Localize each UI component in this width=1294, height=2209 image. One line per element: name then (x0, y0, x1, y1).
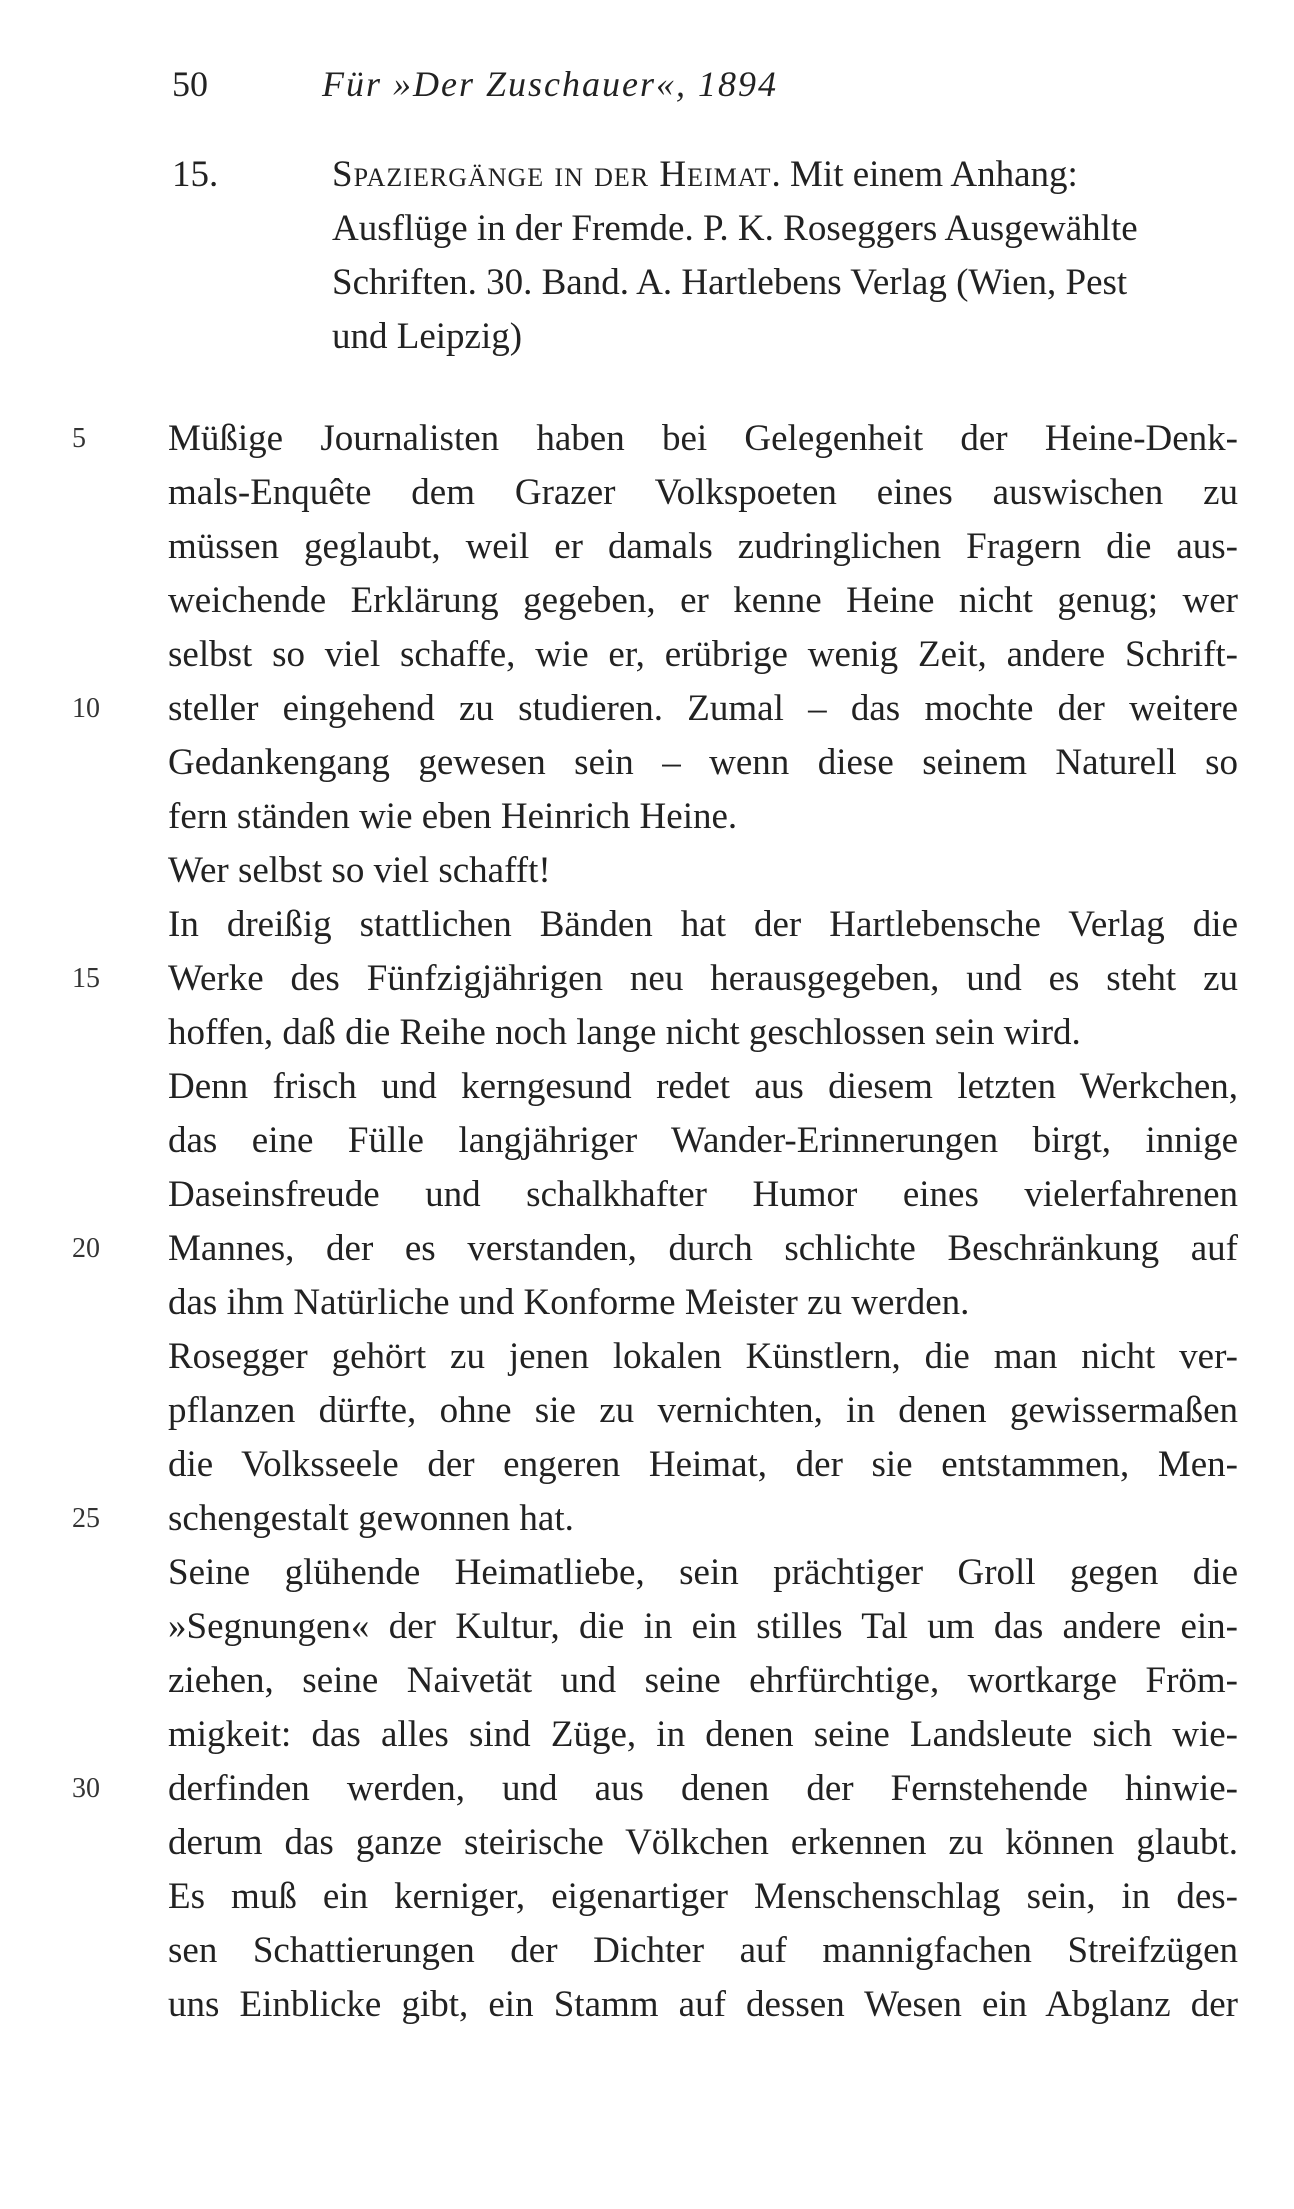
text-line-7: Gedankengang gewesen sein – wenn diese seinem Naturell so (168, 742, 1238, 783)
entry-title-smallcaps: Spaziergänge in der Heimat (332, 154, 772, 195)
text-line-23: »Segnungen« der Kultur, die in ein stilles Tal um das andere ein- (168, 1606, 1238, 1647)
text-line-6: steller eingehend zu studieren. Zumal – das mochte der weitere (168, 688, 1238, 729)
line-number-10: 10 (72, 693, 100, 724)
entry-title-line-1 (332, 148, 1232, 202)
text-line-10: In dreißig stattlichen Bänden hat der Hartlebensche Verlag die (168, 904, 1238, 945)
text-line-20: die Volksseele der engeren Heimat, der sie entstammen, Men- (168, 1444, 1238, 1485)
running-title: Für »Der Zuschauer«, 1894 (322, 64, 778, 104)
text-line-28: Es muß ein kerniger, eigenartiger Menschenschlag sein, in des- (168, 1876, 1238, 1917)
text-line-19: pflanzen dürfte, ohne sie zu vernichten, in denen gewissermaßen (168, 1390, 1238, 1431)
text-line-24: ziehen, seine Naivetät und seine ehrfürchtige, wortkarge Fröm- (168, 1660, 1238, 1701)
line-number-15: 15 (72, 963, 100, 994)
text-line-15: Daseinsfreude und schalkhafter Humor eines vielerfahrenen (168, 1174, 1238, 1215)
text-line-5: selbst so viel schaffe, wie er, erübrige wenig Zeit, andere Schrift- (168, 634, 1238, 675)
text-line-4: weichende Erklärung gegeben, er kenne Heine nicht genug; wer (168, 580, 1238, 621)
text-line-12: hoffen, daß die Reihe noch lange nicht geschlossen sein wird. (168, 1012, 1081, 1053)
text-line-17: das ihm Natürliche und Konforme Meister zu werden. (168, 1282, 970, 1323)
line-number-30: 30 (72, 1773, 100, 1804)
text-line-13: Denn frisch und kerngesund redet aus diesem letzten Werkchen, (168, 1066, 1238, 1107)
text-line-11: Werke des Fünfzigjährigen neu herausgegeben, und es steht zu (168, 958, 1238, 999)
line-number-25: 25 (72, 1503, 100, 1534)
body-text (168, 412, 1238, 2032)
entry-title (332, 148, 1232, 364)
entry-title-line-2: Ausflüge in der Fremde. P. K. Roseggers Ausgewählte (332, 208, 1138, 249)
text-line-29: sen Schattierungen der Dichter auf mannigfachen Streifzügen (168, 1930, 1238, 1971)
page-header (172, 62, 778, 106)
text-line-16: Mannes, der es verstanden, durch schlichte Beschränkung auf (168, 1228, 1238, 1269)
line-number-5: 5 (72, 423, 86, 454)
entry-title-line-3: Schriften. 30. Band. A. Hartlebens Verlag (Wien, Pest (332, 262, 1128, 303)
text-line-2: mals-Enquête dem Grazer Volkspoeten eines auswischen zu (168, 472, 1238, 513)
text-line-1: Müßige Journalisten haben bei Gelegenheit der Heine-Denk- (168, 418, 1238, 459)
entry-title-line-4: und Leipzig) (332, 316, 523, 357)
page-number: 50 (172, 64, 208, 104)
entry-heading (172, 148, 1232, 364)
entry-number: 15. (172, 154, 219, 195)
text-line-14: das eine Fülle langjähriger Wander-Erinnerungen birgt, innige (168, 1120, 1238, 1161)
text-line-8: fern ständen wie eben Heinrich Heine. (168, 796, 738, 837)
entry-title-rest: . Mit einem Anhang: (771, 154, 1078, 195)
text-line-21: schengestalt gewonnen hat. (168, 1498, 574, 1539)
text-line-26: derfinden werden, und aus denen der Fernstehende hinwie- (168, 1768, 1238, 1809)
text-line-22: Seine glühende Heimatliebe, sein prächtiger Groll gegen die (168, 1552, 1238, 1593)
text-line-3: müssen geglaubt, weil er damals zudringlichen Fragern die aus- (168, 526, 1238, 567)
text-line-18: Rosegger gehört zu jenen lokalen Künstlern, die man nicht ver- (168, 1336, 1238, 1377)
text-line-9: Wer selbst so viel schafft! (168, 850, 551, 891)
line-number-20: 20 (72, 1233, 100, 1264)
text-line-30: uns Einblicke gibt, ein Stamm auf dessen Wesen ein Abglanz der (168, 1984, 1238, 2025)
text-line-25: migkeit: das alles sind Züge, in denen seine Landsleute sich wie- (168, 1714, 1238, 1755)
text-line-27: derum das ganze steirische Völkchen erkennen zu können glaubt. (168, 1822, 1238, 1863)
